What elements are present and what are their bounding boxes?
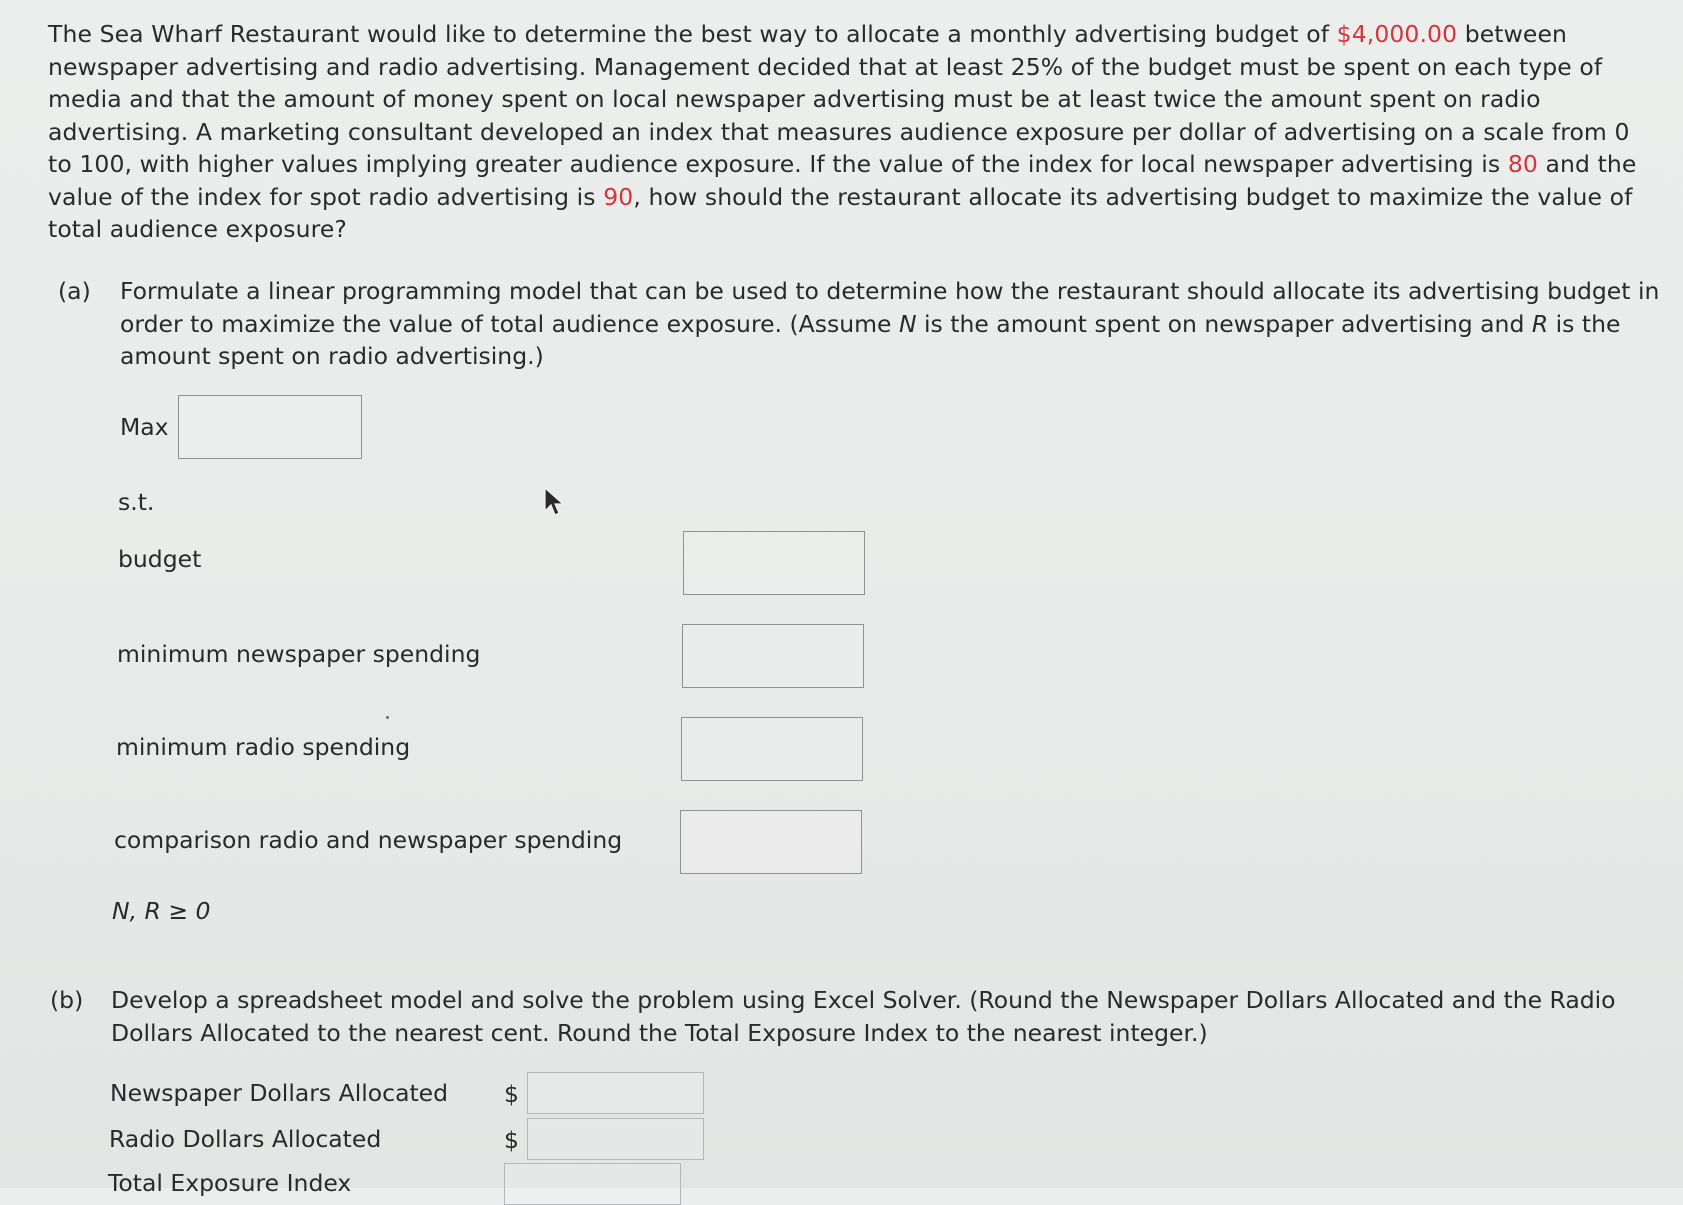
part-a-text-3: is the amount spent on radio advertising.) (120, 309, 1621, 370)
constraint-label-min-newspaper: minimum newspaper spending (117, 640, 481, 668)
budget-amount: $4,000.00 (1336, 20, 1458, 48)
part-a-text (120, 275, 1660, 373)
part-b-letter: (b) (50, 986, 84, 1014)
radio-dollars-input[interactable] (527, 1118, 704, 1160)
part-a-text-2: is the amount spent on newspaper advertising and (916, 309, 1532, 338)
radio-dollars-currency: $ (504, 1126, 519, 1154)
newspaper-dollars-label: Newspaper Dollars Allocated (110, 1079, 449, 1107)
max-label: Max (120, 413, 169, 441)
objective-function-input[interactable] (178, 395, 362, 459)
constraint-input-budget[interactable] (683, 531, 865, 595)
newspaper-dollars-input[interactable] (527, 1072, 704, 1114)
part-a-prompt (58, 275, 1668, 375)
constraint-label-min-radio: minimum radio spending (116, 733, 411, 761)
part-a-text-1: Formulate a linear programming model that can be used to determine how the restaurant should allocate its advertising budget in order to maximize the value of total audience exposure. (Assume (120, 277, 1660, 338)
constraint-input-min-radio[interactable] (681, 717, 863, 781)
problem-statement (48, 18, 1658, 246)
problem-text-2: between newspaper advertising and radio advertising. Management decided that at least 25% of the budget must be spent on each type of media and that the amount of money spent on local newspaper advertising must be at least twice the amount spent on radio advertising. A marketing consultant developed an index that measures audience exposure per dollar of advertising on a scale from 0 to 100, with higher values implying greater audience exposure. If the value of the index for local newspaper advertising is (48, 20, 1630, 178)
problem-text-4: , how should the restaurant allocate its advertising budget to maximize the value of total audience exposure? (48, 182, 1633, 243)
st-label: s.t. (118, 488, 155, 516)
newspaper-index-value: 80 (1507, 150, 1538, 178)
newspaper-dollars-currency: $ (504, 1080, 519, 1108)
total-exposure-input[interactable] (504, 1163, 681, 1205)
constraint-input-comparison[interactable] (680, 810, 862, 874)
var-r: R (1531, 309, 1549, 338)
problem-text-1: The Sea Wharf Restaurant would like to determine the best way to allocate a monthly advertising budget of (48, 20, 1337, 48)
constraint-label-budget: budget (118, 545, 202, 573)
radio-dollars-label: Radio Dollars Allocated (109, 1125, 382, 1153)
radio-index-value: 90 (603, 182, 634, 211)
constraint-input-min-newspaper[interactable] (682, 624, 864, 688)
problem-text-3: and the value of the index for spot radio advertising is (48, 150, 1637, 211)
part-b-text: Develop a spreadsheet model and solve the problem using Excel Solver. (Round the Newspaper Dollars Allocated and the Radio Dollars Allocated to the nearest cent. Round the Total Exposure Index to the nearest integer.) (111, 986, 1616, 1047)
part-a-letter: (a) (58, 277, 91, 305)
mouse-pointer-icon (543, 487, 565, 517)
part-b-prompt (50, 984, 1660, 1054)
constraint-label-comparison: comparison radio and newspaper spending (114, 826, 623, 854)
nonnegativity-constraint: N, R ≥ 0 (112, 897, 211, 925)
paper-speck (386, 716, 389, 719)
total-exposure-label: Total Exposure Index (108, 1169, 352, 1197)
var-n: N (898, 309, 917, 338)
